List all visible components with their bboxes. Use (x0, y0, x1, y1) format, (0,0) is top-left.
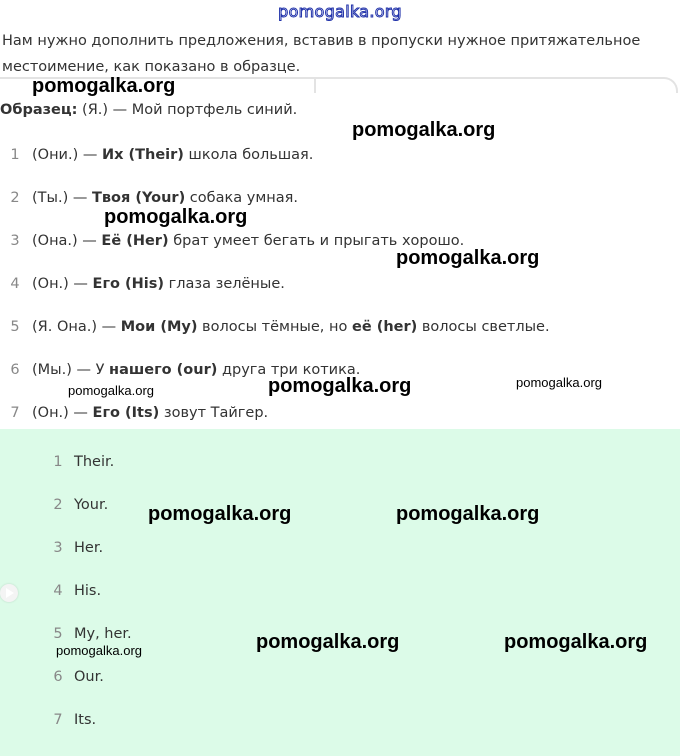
row-suffix: глаза зелёные. (164, 276, 285, 292)
answer-number: 2 (53, 497, 63, 513)
row-number: 2 (10, 190, 20, 206)
watermark: pomogalka.org (68, 383, 154, 398)
watermark: pomogalka.org (56, 643, 142, 658)
answer-number: 1 (53, 454, 63, 470)
answer-number: 7 (53, 712, 63, 728)
row-number: 4 (10, 276, 20, 292)
answer-text: My, her. (74, 626, 132, 642)
watermark: pomogalka.org (256, 631, 400, 653)
exercise-row (0, 229, 464, 253)
answer-item (48, 493, 108, 517)
watermark: pomogalka.org (516, 375, 602, 390)
row-prefix: (Я. Она.) — (32, 319, 121, 335)
row-suffix: брат умеет бегать и прыгать хорошо. (168, 233, 465, 249)
answer-item (48, 665, 104, 689)
row-answer: нашего (our) (109, 362, 218, 378)
row-suffix: волосы тёмные, но (197, 319, 352, 335)
row-prefix: (Он.) — (32, 405, 93, 421)
play-button[interactable] (0, 584, 18, 602)
answer-text: His. (74, 583, 102, 599)
exercise-row (0, 315, 550, 339)
task-text: Нам нужно дополнить предложения, вставив в пропуски нужное притяжательное местоимение, как показано в образце. (2, 33, 641, 75)
site-logo[interactable]: pomogalka.org (278, 2, 402, 21)
watermark: pomogalka.org (148, 503, 292, 525)
row-suffix: друга три котика. (217, 362, 361, 378)
answer-text: Its. (74, 712, 97, 728)
answer-text: Our. (74, 669, 104, 685)
answer-number: 4 (53, 583, 63, 599)
row-answer: Мои (My) (120, 319, 198, 335)
answer-number: 3 (53, 540, 63, 556)
row-answer: Его (His) (92, 276, 165, 292)
watermark: pomogalka.org (104, 206, 248, 228)
row-number: 6 (10, 362, 20, 378)
watermark: pomogalka.org (396, 247, 540, 269)
row-suffix: зовут Тайгер. (159, 405, 269, 421)
answer-item (48, 450, 114, 474)
answer-number: 6 (53, 669, 63, 685)
answer-item (48, 708, 96, 732)
row-answer: Её (Her) (101, 233, 169, 249)
exercise-row (0, 401, 268, 425)
answer-item (48, 579, 101, 603)
sample-line (0, 98, 297, 122)
card-divider (314, 77, 316, 93)
row-prefix: (Она.) — (32, 233, 102, 249)
row-suffix: школа большая. (183, 147, 314, 163)
watermark: pomogalka.org (396, 503, 540, 525)
sample-text: (Я.) — Мой портфель синий. (77, 102, 298, 118)
watermark: pomogalka.org (268, 375, 412, 397)
answer-number: 5 (53, 626, 63, 642)
exercise-row (0, 143, 313, 167)
row-prefix: (Мы.) — У (32, 362, 110, 378)
watermark: pomogalka.org (352, 119, 496, 141)
row-answer: Твоя (Your) (91, 190, 186, 206)
watermark: pomogalka.org (504, 631, 648, 653)
answers-panel (0, 429, 680, 756)
row-prefix: (Они.) — (32, 147, 102, 163)
row-suffix: собака умная. (185, 190, 298, 206)
row-answer: Его (Its) (92, 405, 160, 421)
row-number: 5 (10, 319, 20, 335)
row-prefix: (Ты.) — (32, 190, 92, 206)
answer-text: Your. (74, 497, 109, 513)
row-number: 7 (10, 405, 20, 421)
sample-label: Образец: (0, 102, 78, 118)
answer-text: Their. (74, 454, 115, 470)
row-number: 1 (10, 147, 20, 163)
row-suffix-second: волосы светлые. (417, 319, 550, 335)
watermark: pomogalka.org (32, 75, 176, 97)
row-answer-second: её (her) (351, 319, 418, 335)
row-prefix: (Он.) — (32, 276, 93, 292)
row-answer: Их (Their) (101, 147, 184, 163)
answer-text: Her. (74, 540, 104, 556)
exercise-row (0, 272, 285, 296)
answer-item (48, 536, 103, 560)
row-number: 3 (10, 233, 20, 249)
